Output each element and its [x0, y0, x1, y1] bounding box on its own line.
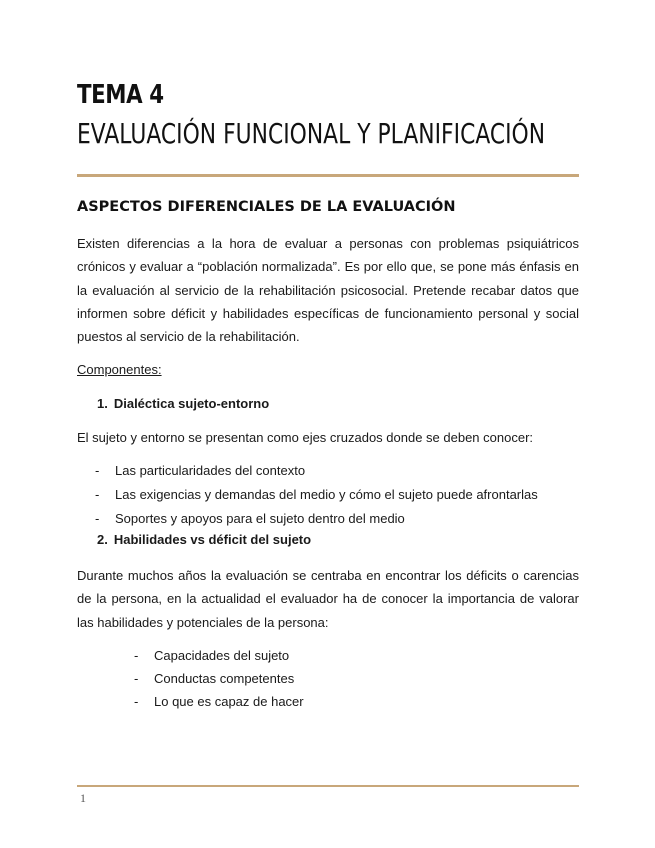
item-title: Habilidades vs déficit del sujeto	[113, 532, 312, 547]
list-item	[95, 486, 538, 510]
numbered-item-2	[97, 532, 311, 547]
item-number: 1.	[97, 396, 108, 411]
bullet-marker: -	[95, 487, 100, 502]
bullet-marker: -	[134, 671, 139, 686]
bullet-marker: -	[95, 511, 100, 526]
list-item-text: Las exigencias y demandas del medio y cómo el sujeto puede afrontarlas	[115, 487, 538, 502]
item1-paragraph: El sujeto y entorno se presentan como ejes cruzados donde se deben conocer:	[77, 430, 534, 445]
components-label: Componentes:	[77, 362, 162, 377]
header-divider	[77, 174, 579, 177]
footer-divider	[77, 785, 579, 787]
item2-paragraph: Durante muchos años la evaluación se centraba en encontrar los déficits o carencias de la persona, en la actualidad el evaluador ha de conocer la importancia de valorar las habilidades y potenciales de la persona:	[77, 568, 579, 630]
bullet-marker: -	[134, 694, 139, 709]
list-item	[134, 693, 304, 716]
item-number: 2.	[97, 532, 108, 547]
list-item-text: Lo que es capaz de hacer	[154, 694, 304, 709]
list-item-text: Soportes y apoyos para el sujeto dentro del medio	[115, 511, 405, 526]
list-item	[134, 670, 304, 693]
list-item	[95, 510, 538, 534]
item-title: Dialéctica sujeto-entorno	[113, 396, 270, 411]
item1-bullet-list	[95, 462, 538, 534]
topic-number-title: TEMA 4	[77, 80, 164, 110]
list-item-text: Conductas competentes	[154, 671, 295, 686]
item2-bullet-list	[134, 647, 304, 716]
bullet-marker: -	[95, 463, 100, 478]
numbered-item-1	[97, 396, 269, 411]
list-item-text: Las particularidades del contexto	[115, 463, 306, 478]
page-number: 1	[80, 791, 86, 805]
list-item-text: Capacidades del sujeto	[154, 648, 290, 663]
section-heading: ASPECTOS DIFERENCIALES DE LA EVALUACIÓN	[77, 199, 456, 215]
list-item	[95, 462, 538, 486]
bullet-marker: -	[134, 648, 139, 663]
list-item	[134, 647, 304, 670]
topic-title: EVALUACIÓN FUNCIONAL Y PLANIFICACIÓN	[77, 117, 546, 150]
intro-paragraph: Existen diferencias a la hora de evaluar a personas con problemas psiquiátricos crónicos y evaluar a “población normalizada”. Es por ello que, se pone más énfasis en la evaluación al servicio de la rehabilitación psicosocial. Pretende recabar datos que informen sobre déficit y habilidades específicas de funcionamiento personal y social puestos al servicio de la rehabilitación.	[77, 236, 579, 345]
